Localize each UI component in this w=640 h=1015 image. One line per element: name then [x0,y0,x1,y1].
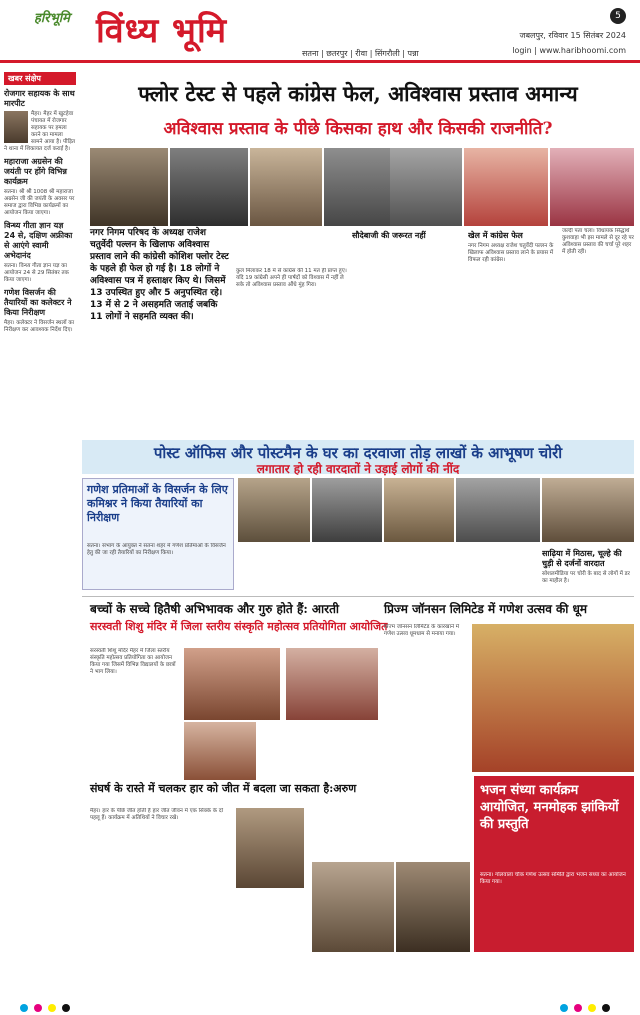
yellow-dot [48,1004,56,1012]
post-office-right-head: साढ़िया में मिठास, चूल्हे की चुड़ी से दर्जनों वारदात [542,549,622,568]
aarti-subheadline: सरस्वती शिशु मंदिर में जिला स्तरीय संस्कृति महोत्सव प्रतियोगिता आयोजित [90,620,388,633]
section-divider [82,596,634,597]
brand-small-logo: हरिभूमि [34,11,70,26]
bhajan-photo-1 [312,862,394,952]
post-office-banner [82,440,634,474]
lead-column-2 [352,228,464,434]
brief-text: सतना। श्री श्री 1008 श्री महाराजा अग्रसेन जी की जयंती के अवसर पर समाज द्वारा विभिन्न कार्यक्रमों का आयोजन किया जाएगा। [4,189,75,216]
post-office-photo-1 [238,478,310,542]
aarti-headline: बच्चों के सच्चे हितैषी अभिभावक और गुरु होते हैं: आरती [90,602,340,616]
bhajan-headline: भजन संध्या कार्यक्रम आयोजित, मनमोहक झांकियों की प्रस्तुति [480,783,619,832]
post-office-photo-3 [384,478,454,542]
sangharsh-text: मैहर। हार के पीछे जीत होती है हार जीत जीवन में एक सिक्के के दो पहलू हैं। कार्यक्रम में अतिथियों ने विचार रखे। [90,808,224,821]
lead-photo-2 [170,148,248,226]
ganesh-visarjan-box [82,478,234,590]
brief-title: रोजगार सहायक के साथ मारपीट [4,89,75,108]
site-login[interactable]: login | www.haribhoomi.com [512,46,626,55]
masthead-rule [0,60,640,63]
lead-photo-1 [90,148,168,226]
post-office-photo-5 [542,478,634,542]
bhajan-box [474,776,634,952]
lead-photo-7 [550,148,634,226]
lead-column-1 [236,268,348,434]
bhajan-text: सतना। गोलवाला चौक गणेश उत्सव समिति द्वारा भजन संध्या का आयोजन किया गया। [480,872,626,885]
sidebar-tag: खबर संक्षेप [4,72,76,85]
brief-title: विन्ध्य गीता ज्ञान यज्ञ 24 से, दक्षिण अफ्रीका से आएंगे स्वामी अभेदानंद [4,221,73,260]
lead-photo-4 [324,148,390,226]
aarti-text: सरस्वती शिशु मंदिर मैहर में जिला स्तरीय संस्कृति महोत्सव प्रतियोगिता का आयोजन किया गया जिसमें विभिन्न विद्यालयों के छात्रों ने भाग लिया। [90,648,176,675]
cyan-dot [560,1004,568,1012]
aarti-photo-3 [184,722,256,780]
post-office-right-column [542,546,634,592]
lead-headline: फ्लोर टेस्ट से पहले कांग्रेस फेल, अविश्वास प्रस्ताव अमान्य [138,81,578,106]
magenta-dot [34,1004,42,1012]
color-registration-strip [0,1000,640,1015]
brief-photo [4,111,28,143]
aarti-photo-2 [286,648,378,720]
lead-photo-3 [250,148,322,226]
post-office-photo-2 [312,478,382,542]
black-dot [62,1004,70,1012]
magenta-dot [574,1004,582,1012]
col-subhead: सौदेबाजी की जरूरत नहीं [352,231,426,240]
brief-text: सतना। विन्ध्य गीता ज्ञान यज्ञ का आयोजन 24 से 29 सितंबर तक किया जाएगा। [4,263,69,283]
post-office-subheadline: लगातार हो रही वारदातों ने उड़ाई लोगों की नींद [256,462,460,476]
cyan-dot [20,1004,28,1012]
brief-title: गणेश विसर्जन की तैयारियों का कलेक्टर ने किया निरीक्षण [4,288,72,317]
post-office-headline: पोस्ट ऑफिस और पोस्टमैन के घर का दरवाजा तोड़ लाखों के आभूषण चोरी [153,444,563,462]
lead-highlight: नगर निगम परिषद के अध्यक्ष राजेश चतुर्वेदी पल्लन के खिलाफ अविश्वास प्रस्ताव लाने की कांग्रेसी कोशिश फ्लोर टेस्ट के पहले ही फेल हो गई है। 18 लोगों ने अविश्वास पत्र में हस्ताक्षर किए थे। जिसमें 13 उपस्थित हुए और 5 अनुपस्थित रहे। 13 में से 2 ने असहमति जताई जबकि 11 लोगों ने सहमति व्यक्त की। [90,228,229,322]
brief-text: मैहर। कलेक्टर ने विसर्जन स्थलों का निरीक्षण कर आवश्यक निर्देश दिए। [4,320,74,333]
brand-big-logo: विंध्य भूमि [96,11,228,51]
lead-column-4 [562,228,634,434]
lead-photo-6 [464,148,548,226]
city-list: सतना | छतरपुर | रीवा | सिंगरौली | पन्ना [302,49,419,58]
sidebar-briefs [4,72,76,952]
col-subhead: खेल में कांग्रेस फेल [468,231,523,240]
sangharsh-photo-1 [236,808,304,888]
bhajan-photo-2 [396,862,470,952]
col-text: नगर निगम अध्यक्ष राजेश चतुर्वेदी पल्लन के खिलाफ अविश्वास प्रस्ताव लाने के प्रयास में विफल रही कांग्रेस। [468,243,554,263]
black-dot [602,1004,610,1012]
ganesh-box-headline: गणेश प्रतिमाओं के विसर्जन के लिए कमिश्नर ने किया तैयारियों का निरीक्षण [87,483,228,524]
post-office-right-text: सोशलमीडिया पर चोरी के बाद से लोगों में डर का माहौल है। [542,571,630,584]
ganesh-box-text: सतना। संभाग के आयुक्त ने सतना शहर में गणेश प्रतिमाओं के विसर्जन हेतु की जा रही तैयारियों का निरीक्षण किया। [87,543,226,556]
sangharsh-headline: संघर्ष के रास्ते में चलकर हार को जीत में बदला जा सकता है:अरुण [90,782,357,795]
lead-column-3 [468,228,558,434]
aarti-photo-1 [184,648,280,720]
dateline: जबलपुर, रविवार 15 सितंबर 2024 [519,31,626,40]
col-text: कुल मिलाकर 18 में से कांग्रेस की 11 मत ही प्राप्त हुए। यदि 19 कांग्रेसी अपने ही पार्षदों को विश्वास में नहीं ले सके तो अविश्वास प्रस्ताव औंधे मुंह गिरा। [236,268,347,288]
prism-text: प्रिज्म जॉनसन लिमिटेड के कारखाने में गणेश उत्सव धूमधाम से मनाया गया। [384,624,460,637]
prism-headline: प्रिज्म जॉनसन लिमिटेड में गणेश उत्सव की धूम [384,602,588,616]
post-office-photo-4 [456,478,540,542]
yellow-dot [588,1004,596,1012]
masthead [0,0,640,60]
lead-subheadline: अविश्वास प्रस्ताव के पीछे किसका हाथ और किसकी राजनीति? [163,119,553,139]
page-number: 5 [610,8,626,24]
col-text: जल्दी पता चला। विधायक सिद्धार्थ कुशवाहा भी इस मामले से दूर रहे पर अविश्वास प्रस्ताव की चर्चा पूरे शहर में होती रही। [562,228,634,255]
lead-photo-5 [390,148,462,226]
brief-title: महाराजा अग्रसेन की जयंती पर होंगे विभिन्न कार्यक्रम [4,157,67,186]
brief-text: मैहर। मैहर में खुटहेवा पंचायत में रोजगार सहायक पर हमला करने का मामला सामने आया है। पीड़ित ने थाना में शिकायत दर्ज कराई है। [4,111,76,152]
prism-photo-1 [472,624,634,772]
